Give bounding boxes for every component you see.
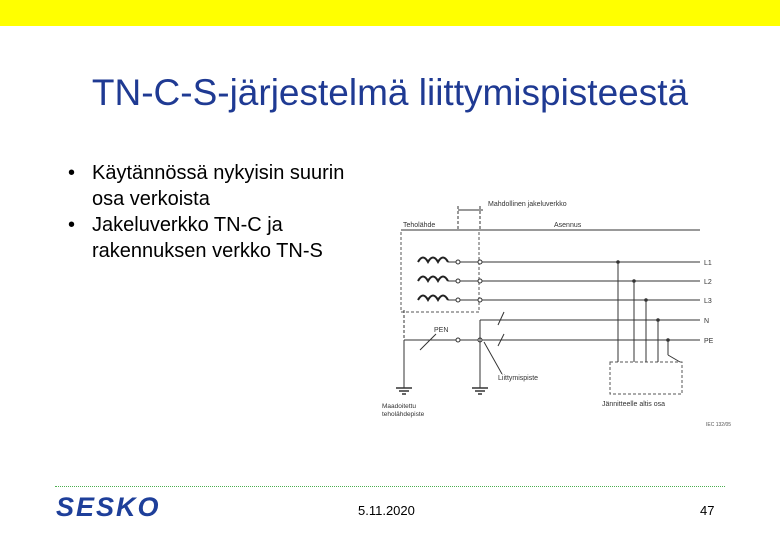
exposed-part-box (610, 362, 682, 394)
arrow-liittymispiste (484, 342, 502, 374)
tn-c-s-diagram (370, 190, 750, 440)
label-liittymispiste: Liittymispiste (498, 375, 539, 382)
bullet-item: • Jakeluverkko TN-C ja rakennuksen verkko TN-S (60, 212, 380, 264)
junction-dot (656, 318, 660, 322)
logo-text: SESKO (56, 492, 161, 522)
junction-dot (616, 260, 620, 264)
junction-dot (632, 279, 636, 283)
page-number: 47 (700, 503, 715, 518)
top-accent-bar (0, 0, 780, 26)
slide-title: TN-C-S-järjestelmä liittymispisteestä (91, 72, 689, 113)
label-code: IEC 132/05 (706, 422, 732, 428)
label-n: N (704, 318, 710, 325)
arrow-marker (498, 312, 504, 325)
tap-pe (668, 355, 680, 362)
bullet-item: • Käytännössä nykyisin suurin osa verkoista (60, 160, 380, 212)
terminal-dot (456, 338, 460, 342)
terminal-dot (456, 279, 460, 283)
terminal-dot (456, 260, 460, 264)
coil-icon (418, 277, 448, 282)
label-maadoitettu-2: teholähdepiste (382, 411, 425, 418)
label-teholahde: Teholähde (403, 222, 436, 229)
junction-dot (644, 298, 648, 302)
footer-divider (55, 486, 725, 487)
label-maadoitettu-1: Maadoitettu (382, 403, 416, 410)
terminal-dot (456, 298, 460, 302)
terminal-dot (478, 298, 482, 302)
label-l1: L1 (704, 260, 712, 267)
footer-date: 5.11.2020 (358, 503, 415, 518)
label-pen: PEN (434, 327, 449, 334)
label-l2: L2 (704, 279, 712, 286)
label-asennus: Asennus (554, 222, 582, 229)
bullet-list (60, 160, 380, 264)
junction-dot (666, 338, 670, 342)
label-l3: L3 (704, 298, 712, 305)
label-mahdollinen: Mahdollinen jakeluverkko (488, 201, 567, 208)
label-pe: PE (704, 338, 714, 345)
coil-icon (418, 296, 448, 301)
coil-icon (418, 258, 448, 263)
terminal-dot (478, 279, 482, 283)
arrow-pen (420, 334, 436, 350)
sesko-logo (56, 492, 188, 522)
label-jannitteelle: Jännitteelle altis osa (602, 401, 666, 408)
terminal-dot (478, 260, 482, 264)
